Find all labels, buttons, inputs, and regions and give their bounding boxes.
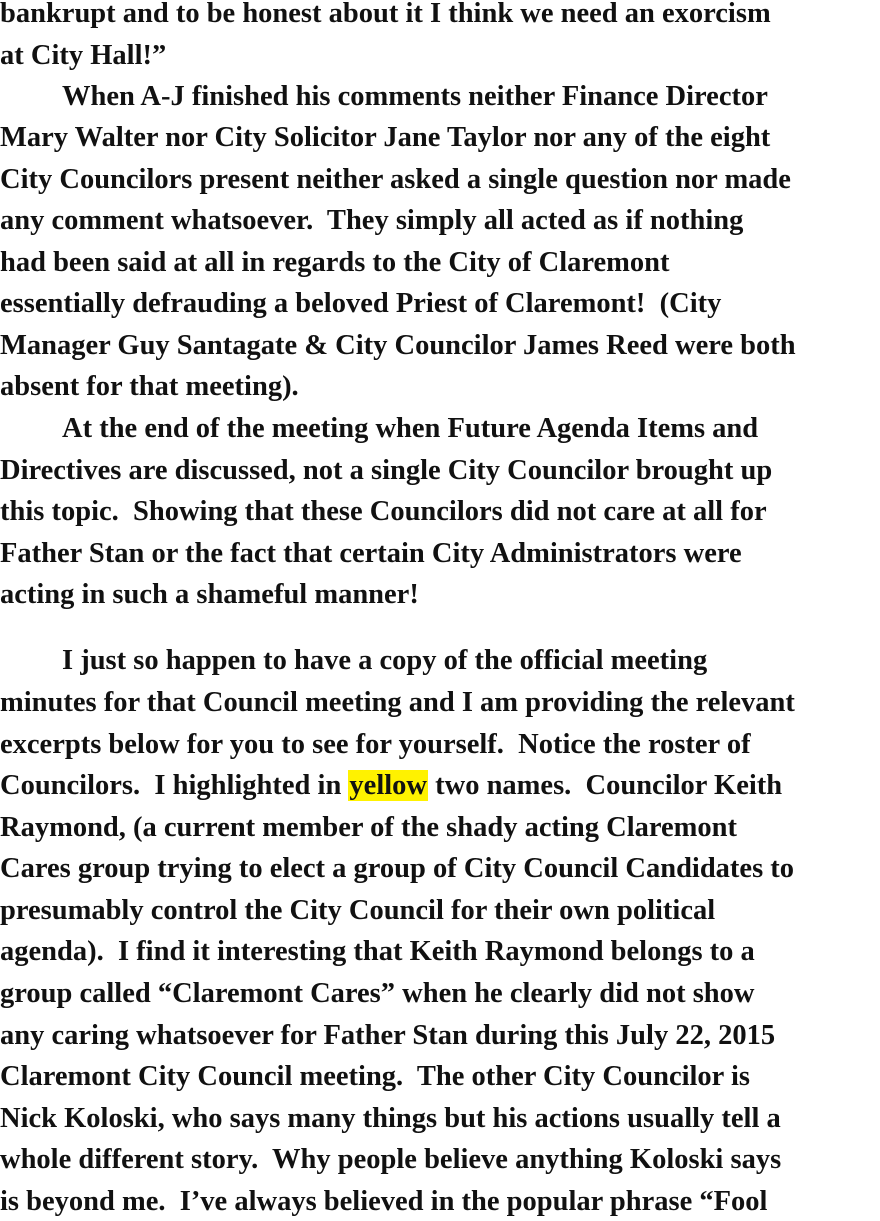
text-segment: Councilors. I highlighted in (0, 770, 349, 801)
text-line: City Councilors present neither asked a single question nor made (0, 164, 791, 195)
text-line: Manager Guy Santagate & City Councilor James Reed were both (0, 330, 796, 361)
text-line: agenda). I find it interesting that Keith Raymond belongs to a (0, 936, 755, 967)
text-line: Cares group trying to elect a group of City Council Candidates to (0, 853, 795, 884)
text-line: minutes for that Council meeting and I am providing the relevant (0, 687, 795, 718)
text-line-highlighted (0, 768, 782, 804)
text-line: this topic. Showing that these Councilors did not care at all for (0, 496, 767, 527)
text-line: is beyond me. I’ve always believed in the popular phrase “Fool (0, 1186, 768, 1217)
text-line: excerpts below for you to see for yourself. Notice the roster of (0, 729, 751, 760)
text-line: I just so happen to have a copy of the official meeting (62, 645, 708, 676)
text-line: Directives are discussed, not a single City Councilor brought up (0, 455, 773, 486)
text-line: Nick Koloski, who says many things but his actions usually tell a (0, 1103, 781, 1134)
text-line: had been said at all in regards to the City of Claremont (0, 247, 670, 278)
text-line: essentially defrauding a beloved Priest of Claremont! (City (0, 288, 722, 319)
text-segment: two names. Councilor Keith (428, 770, 783, 801)
text-line: Mary Walter nor City Solicitor Jane Taylor nor any of the eight (0, 122, 771, 153)
text-line: at City Hall!” (0, 40, 167, 71)
text-line: acting in such a shameful manner! (0, 579, 419, 610)
text-line: group called “Claremont Cares” when he clearly did not show (0, 978, 755, 1009)
text-line: When A-J finished his comments neither Finance Director (62, 81, 768, 112)
text-line: Father Stan or the fact that certain City Administrators were (0, 538, 742, 569)
text-line: At the end of the meeting when Future Agenda Items and (62, 413, 759, 444)
text-line: Raymond, (a current member of the shady acting Claremont (0, 812, 737, 843)
text-line: bankrupt and to be honest about it I think we need an exorcism (0, 0, 771, 29)
text-line: presumably control the City Council for their own political (0, 895, 716, 926)
highlighted-word: yellow (349, 770, 427, 801)
text-line: whole different story. Why people believe anything Koloski says (0, 1144, 782, 1175)
text-line: absent for that meeting). (0, 371, 299, 402)
text-line: any caring whatsoever for Father Stan during this July 22, 2015 (0, 1020, 776, 1051)
text-line: Claremont City Council meeting. The other City Councilor is (0, 1061, 750, 1092)
text-line: any comment whatsoever. They simply all acted as if nothing (0, 205, 744, 236)
